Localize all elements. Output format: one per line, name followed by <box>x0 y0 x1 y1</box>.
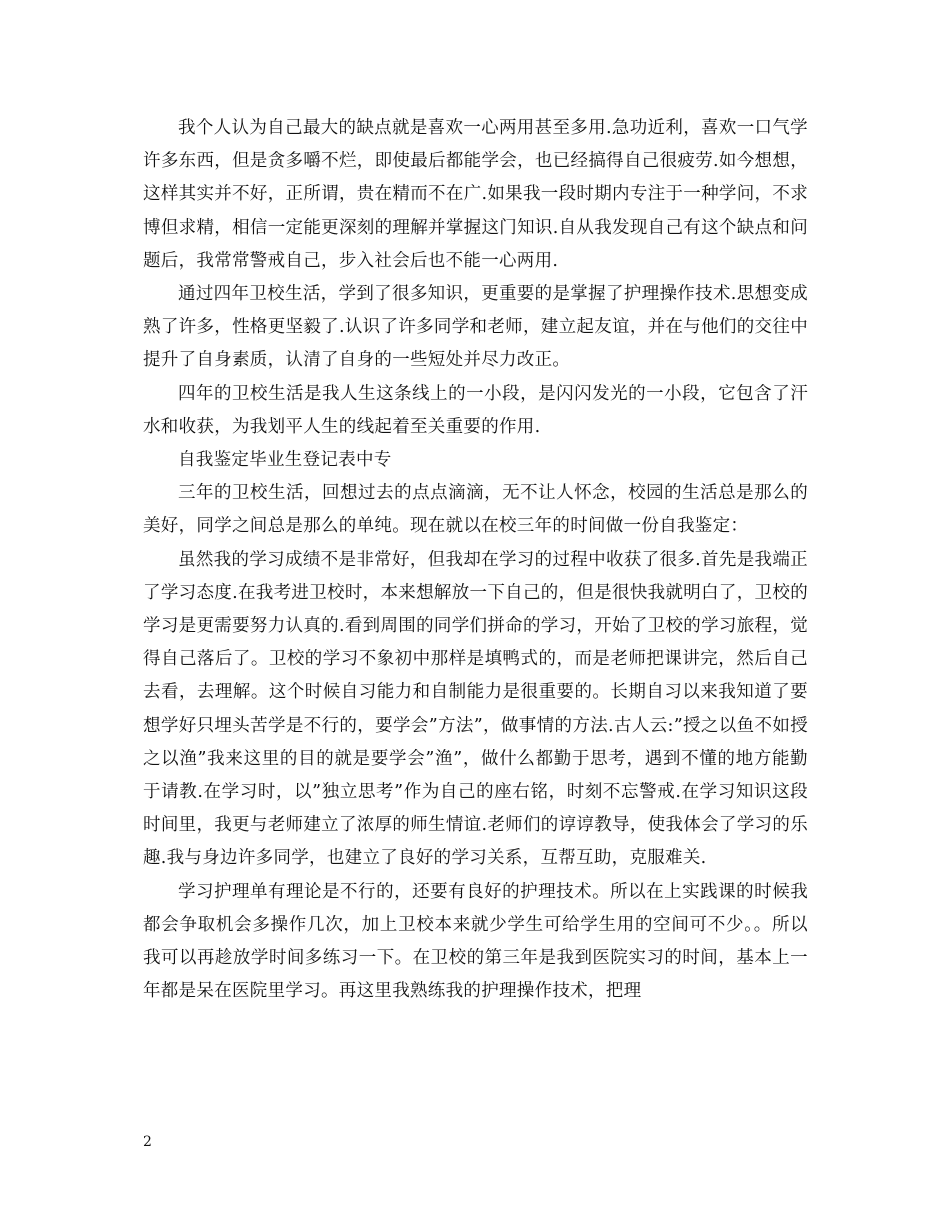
paragraph: 四年的卫校生活是我人生这条线上的一小段，是闪闪发光的一小段，它包含了汗水和收获，为我划平人生的线起着至关重要的作用. <box>143 383 808 437</box>
paragraph: 通过四年卫校生活，学到了很多知识，更重要的是掌握了护理操作技术.思想变成熟了许多，性格更坚毅了.认识了许多同学和老师，建立起友谊，并在与他们的交往中提升了自身素质，认清了自身的一些短处并尽力改正。 <box>143 284 808 371</box>
page-number: 2 <box>143 1134 152 1150</box>
paragraph: 虽然我的学习成绩不是非常好，但我却在学习的过程中收获了很多.首先是我端正了学习态度.在我考进卫校时，本来想解放一下自己的，但是很快我就明白了，卫校的学习是更需要努力认真的.看到周围的同学们拼命的学习，开始了卫校的学习旅程，觉得自己落后了。卫校的学习不象初中那样是填鸭式的，而是老师把课讲完，然后自己去看，去理解。这个时候自习能力和自制能力是很重要的。长期自习以来我知道了要想学好只埋头苦学是不行的，要学会”方法”，做事情的方法.古人云:”授之以鱼不如授之以渔”我来这里的目的就是要学会”渔”，做什么都勤于思考，遇到不懂的地方能勤于请教.在学习时，以”独立思考”作为自己的座右铭，时刻不忘警戒.在学习知识这段时间里，我更与老师建立了浓厚的师生情谊.老师们的谆谆教导，使我体会了学习的乐趣.我与身边许多同学，也建立了良好的学习关系，互帮互助，克服难关. <box>143 549 808 869</box>
paragraph: 三年的卫校生活，回想过去的点点滴滴，无不让人怀念，校园的生活总是那么的美好，同学之间总是那么的单纯。现在就以在校三年的时间做一份自我鉴定： <box>143 483 808 537</box>
paragraph: 我个人认为自己最大的缺点就是喜欢一心两用甚至多用.急功近利，喜欢一口气学许多东西，但是贪多嚼不烂，即使最后都能学会，也已经搞得自己很疲劳.如今想想，这样其实并不好，正所谓，贵在精而不在广.如果我一段时期内专注于一种学问，不求博但求精，相信一定能更深刻的理解并掌握这门知识.自从我发现自己有这个缺点和问题后，我常常警戒自己，步入社会后也不能一心两用. <box>143 118 808 271</box>
paragraph: 学习护理单有理论是不行的，还要有良好的护理技术。所以在上实践课的时候我都会争取机会多操作几次，加上卫校本来就少学生可给学生用的空间可不少。。所以我可以再趁放学时间多练习一下。在卫校的第三年是我到医院实习的时间，基本上一年都是呆在医院里学习。再这里我熟练我的护理操作技术，把理 <box>143 881 808 1002</box>
document-body <box>143 112 808 1008</box>
section-heading: 自我鉴定毕业生登记表中专 <box>178 450 392 471</box>
